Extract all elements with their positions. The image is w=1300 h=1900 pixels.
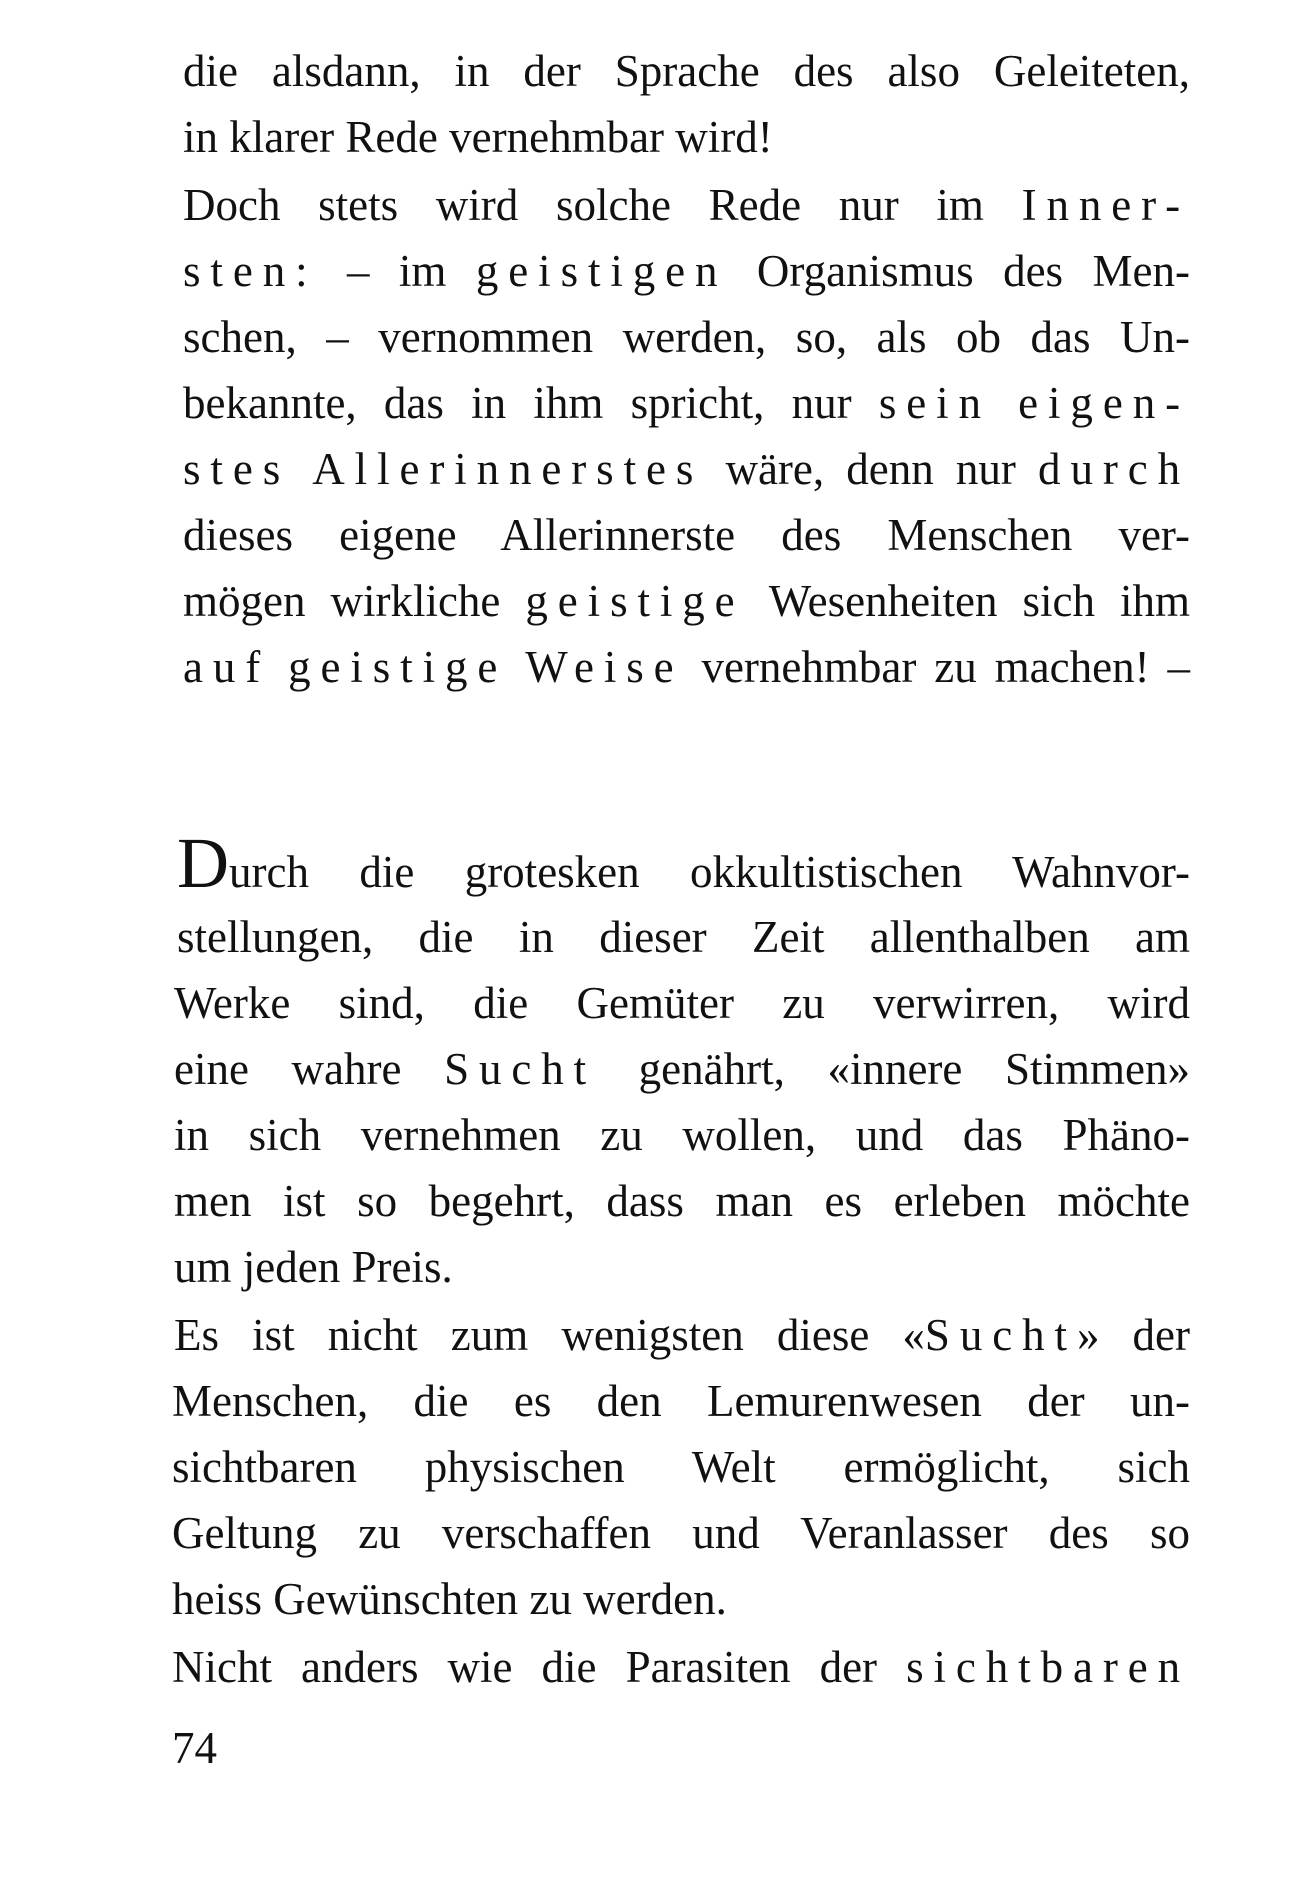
text-line: mögen wirkliche geistige Wesenheiten sich ihm — [183, 576, 1190, 626]
text-line: Menschen, die es den Lemurenwesen der un- — [172, 1376, 1190, 1426]
text-line: Es ist nicht zum wenigsten diese «Sucht» der — [174, 1310, 1190, 1360]
spaced-emphasis: eigen- — [1018, 378, 1190, 428]
text-line: in klarer Rede vernehmbar wird! — [183, 112, 773, 162]
text-line: men ist so begehrt, dass man es erleben möchte — [174, 1176, 1190, 1226]
spaced-emphasis: sichtbaren — [906, 1642, 1190, 1692]
spaced-emphasis: Sucht — [924, 1310, 1077, 1360]
text-line: bekannte, das in ihm spricht, nur sein eigen- — [183, 378, 1190, 428]
spaced-emphasis: durch — [1038, 444, 1191, 494]
drop-cap: D — [177, 823, 229, 903]
spaced-emphasis: geistigen — [475, 246, 728, 296]
text-line: stellungen, die in dieser Zeit allenthalben am — [177, 912, 1190, 962]
text-line: sichtbaren physischen Welt ermöglicht, sich — [172, 1442, 1190, 1492]
text-line: schen, – vernommen werden, so, als ob das Un- — [183, 312, 1190, 362]
spaced-emphasis: Inner- — [1021, 180, 1190, 230]
text-line: sten: – im geistigen Organismus des Men- — [183, 246, 1190, 296]
text-line: auf geistige Weise vernehmbar zu machen! – — [183, 642, 1190, 692]
text-line: heiss Gewünschten zu werden. — [172, 1574, 727, 1624]
spaced-emphasis: stes — [183, 444, 291, 494]
text-line: um jeden Preis. — [174, 1242, 453, 1292]
text-line: Werke sind, die Gemüter zu verwirren, wird — [174, 978, 1190, 1028]
spaced-emphasis: geistige — [525, 576, 745, 626]
text-line: Geltung zu verschaffen und Veranlasser des so — [172, 1508, 1190, 1558]
text-line: Durch die grotesken okkultistischen Wahnvor- — [177, 823, 1190, 903]
page-number: 74 — [172, 1723, 217, 1773]
text-line: eine wahre Sucht genährt, «innere Stimmen» — [174, 1044, 1190, 1094]
text-line: Nicht anders wie die Parasiten der sichtbaren — [172, 1642, 1190, 1692]
text-line: die alsdann, in der Sprache des also Geleiteten, — [183, 46, 1190, 96]
spaced-emphasis: geistige — [288, 642, 508, 692]
text-line: Doch stets wird solche Rede nur im Inner- — [183, 180, 1190, 230]
text-line: dieses eigene Allerinnerste des Menschen ver- — [183, 510, 1190, 560]
spaced-emphasis: Allerinnerstes — [312, 444, 704, 494]
spaced-emphasis: auf — [183, 642, 271, 692]
spaced-emphasis: Weise — [525, 642, 684, 692]
spaced-emphasis: sten: — [183, 246, 318, 296]
text-line: stes Allerinnerstes wäre, denn nur durch — [183, 444, 1191, 494]
text-line: in sich vernehmen zu wollen, und das Phäno- — [174, 1110, 1190, 1160]
spaced-emphasis: sein — [878, 378, 991, 428]
spaced-emphasis: Sucht — [444, 1044, 597, 1094]
